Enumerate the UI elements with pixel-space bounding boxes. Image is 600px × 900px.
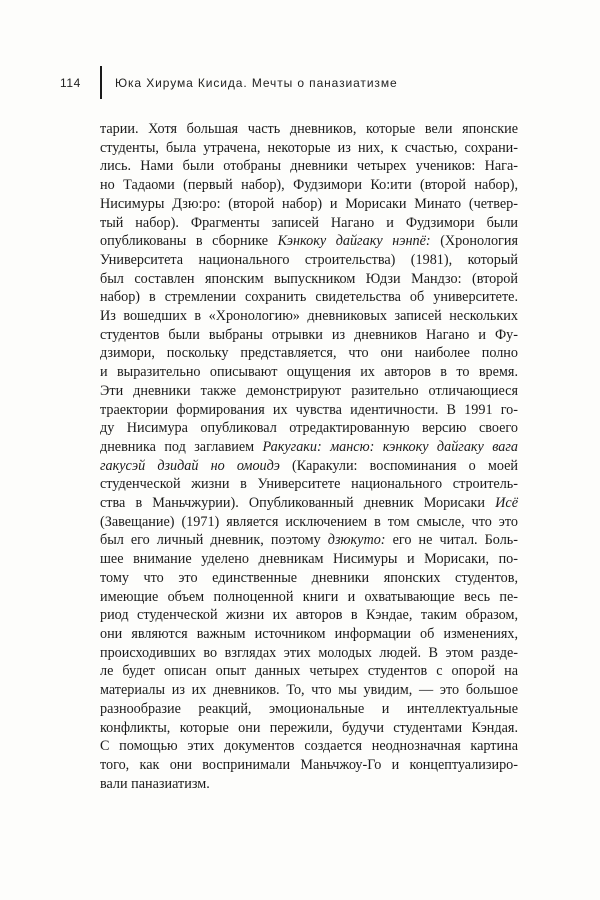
text-line: [100, 344, 518, 363]
text-line: [100, 662, 518, 681]
text-run: студенты, была утрачена, некоторые из них, к счастью, сохрани-: [100, 139, 518, 156]
text-line: [100, 625, 518, 644]
text-run: происходивших во взглядах этих молодых людей. В этом разде-: [100, 644, 518, 661]
text-run: того, как они воспринимали Маньчжоу-Го и концептуализиро-: [100, 756, 518, 773]
text-line: [100, 157, 518, 176]
text-line: [100, 494, 518, 513]
text-line: [100, 120, 518, 139]
text-run: Эти дневники также демонстрируют разительно отличающиеся: [100, 382, 518, 399]
text-run: дзимори, поскольку представляется, что они наиболее полно: [100, 345, 518, 362]
text-line: [100, 756, 518, 775]
text-line: [100, 326, 518, 345]
text-line: [100, 251, 518, 270]
text-line: [100, 363, 518, 382]
text-run: (Каракули: воспоминания о моей: [279, 457, 518, 474]
text-line: [100, 457, 518, 476]
text-run: конфликты, которые они пережили, будучи студентами Кэндая.: [100, 719, 518, 736]
text-line: [100, 401, 518, 420]
text-line: [100, 382, 518, 401]
text-run: Нисимуры Дзю:ро: (второй набор) и Морисаки Минато (четвер-: [100, 195, 518, 212]
text-line: [100, 288, 518, 307]
text-line: [100, 531, 518, 550]
text-line: [100, 475, 518, 494]
text-run: набор) в стремлении сохранить свидетельства об университете.: [100, 289, 518, 306]
text-run: его не читал. Боль-: [385, 532, 518, 549]
text-run: траектории формирования их чувства идентичности. В 1991 го-: [100, 401, 518, 418]
text-run: тый набор). Фрагменты записей Нагано и Фудзимори были: [100, 214, 518, 231]
italic-text: гакусэй дзидай но омоидэ: [100, 457, 280, 474]
text-run: был составлен японским выпускником Юдзи Мандзо: (второй: [100, 270, 518, 287]
text-run: имеющие объем полноценной книги и охватывающие весь пе-: [100, 588, 518, 605]
text-line: [100, 569, 518, 588]
italic-text: Исё: [495, 495, 518, 512]
text-line: [100, 270, 518, 289]
text-line: [100, 737, 518, 756]
text-run: и выразительно описывают ощущения их авторов в то время.: [100, 364, 518, 381]
italic-text: дзюкуто:: [327, 532, 386, 549]
text-run: С помощью этих документов создается неоднозначная картина: [100, 738, 518, 755]
text-run: вали паназиатизм.: [100, 775, 210, 792]
text-line: [100, 644, 518, 663]
header-divider: [100, 66, 102, 99]
page-header: [0, 66, 600, 106]
text-line: [100, 700, 518, 719]
text-line: [100, 588, 518, 607]
running-title: Юка Хирума Кисида. Мечты о паназиатизме: [115, 76, 398, 90]
text-line: [100, 176, 518, 195]
text-line: [100, 606, 518, 625]
text-run: ства в Маньчжурии). Опубликованный дневник Морисаки: [100, 495, 496, 512]
text-run: тому что это единственные дневники японских студентов,: [100, 569, 518, 586]
text-run: лись. Нами были отобраны дневники четырех учеников: Нага-: [100, 158, 518, 175]
text-line: [100, 139, 518, 158]
text-line: [100, 719, 518, 738]
text-line: [100, 419, 518, 438]
text-line: [100, 513, 518, 532]
text-run: разнообразие реакций, эмоциональные и интеллектуальные: [100, 700, 518, 717]
text-run: шее внимание уделено дневникам Нисимуры и Морисаки, по-: [100, 551, 518, 568]
text-run: Из вошедших в «Хронологию» дневниковых записей нескольких: [100, 308, 518, 325]
body-text: [100, 120, 518, 793]
text-run: ле будет описан опыт данных четырех студентов с опорой на: [100, 663, 518, 680]
text-line: [100, 232, 518, 251]
text-run: опубликованы в сборнике: [100, 233, 278, 250]
italic-text: Кэнкоку дайгаку нэнпё:: [277, 233, 431, 250]
italic-text: Ракугаки: мансю: кэнкоку дайгаку вага: [262, 438, 519, 455]
text-line: [100, 214, 518, 233]
page-number: 114: [60, 76, 81, 90]
text-run: тарии. Хотя большая часть дневников, которые вели японские: [100, 121, 518, 137]
text-run: (Хронология: [430, 233, 518, 250]
text-line: [100, 550, 518, 569]
text-run: но Тадаоми (первый набор), Фудзимори Ко:ити (второй набор),: [100, 177, 518, 194]
text-line: [100, 775, 518, 794]
text-line: [100, 307, 518, 326]
text-run: они являются важным источником информации об изменениях,: [100, 625, 518, 642]
text-run: материалы из их дневников. То, что мы увидим, — это большое: [100, 682, 518, 699]
text-line: [100, 438, 518, 457]
text-run: студенческой жизни в Университете национального строитель-: [100, 476, 518, 493]
text-run: студентов были выбраны отрывки из дневников Нагано и Фу-: [100, 326, 518, 343]
text-run: был его личный дневник, поэтому: [100, 532, 328, 549]
text-run: Университета национального строительства) (1981), который: [100, 251, 518, 268]
text-run: (Завещание) (1971) является исключением в том смысле, что это: [100, 513, 518, 530]
text-line: [100, 681, 518, 700]
text-run: дневника под заглавием: [100, 438, 263, 455]
text-line: [100, 195, 518, 214]
text-run: ду Нисимура опубликовал отредактированную версию своего: [100, 420, 518, 437]
text-run: риод студенческой жизни их авторов в Кэндае, таким образом,: [100, 607, 518, 624]
